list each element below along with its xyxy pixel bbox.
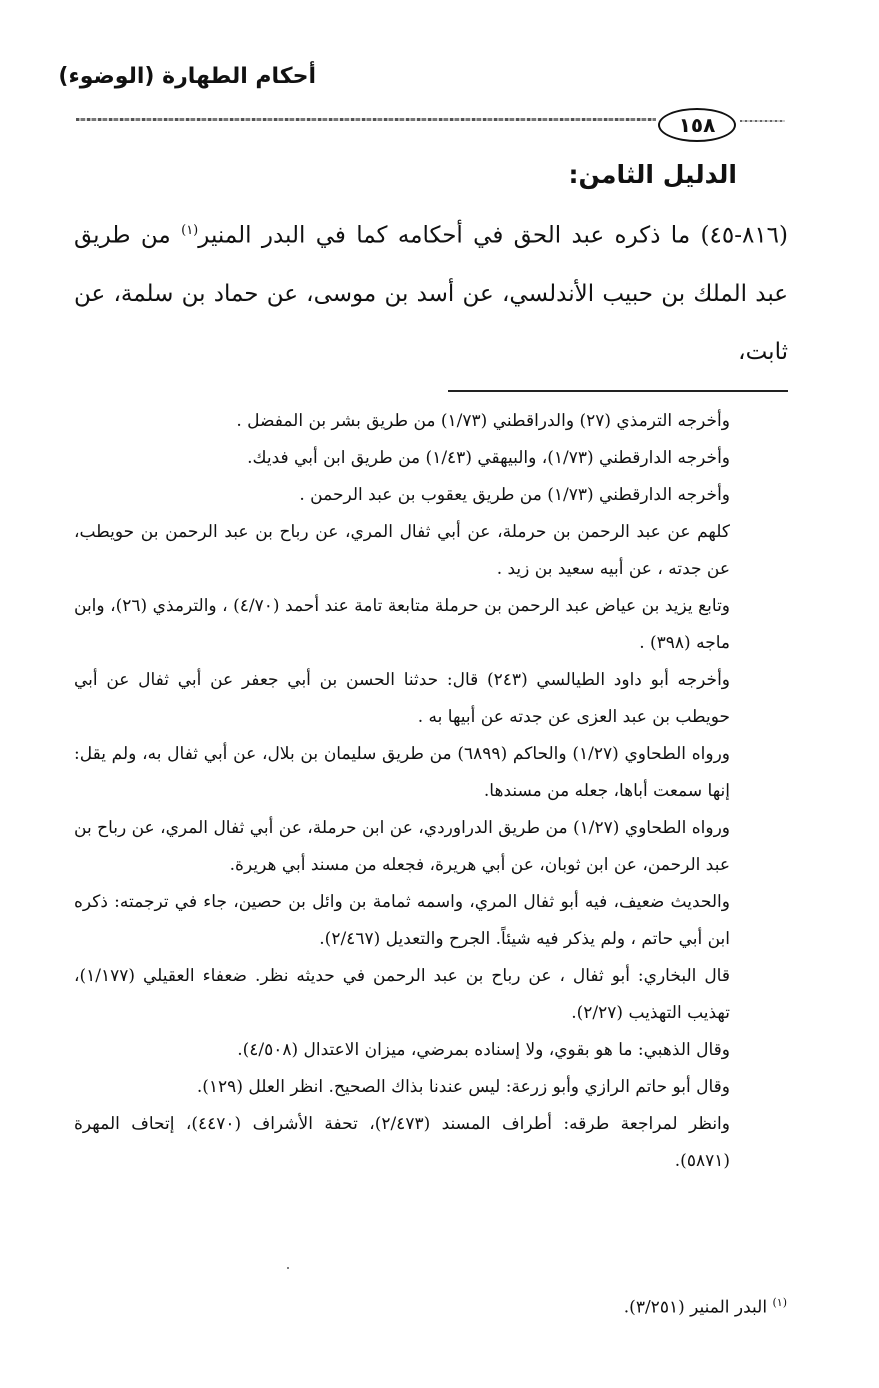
main-text-part-2: من طريق عبد الملك بن حبيب الأندلسي، عن أسد بن موسى، عن حماد بن سلمة، عن ثابت، — [74, 222, 788, 365]
note-paragraph: ورواه الطحاوي (١/٢٧) والحاكم (٦٨٩٩) من طريق سليمان بن بلال، عن أبي ثفال به، ولم يقل: إنها سمعت أباها، جعله من مسندها. — [74, 744, 730, 801]
note-line: وقال أبو حاتم الرازي وأبو زرعة: ليس عندنا بذاك الصحيح. انظر العلل (١٢٩). — [196, 1077, 730, 1097]
running-head-title: أحكام الطهارة (الوضوء) — [58, 64, 316, 89]
header-rule — [76, 118, 656, 121]
note-line: وقال الذهبي: ما هو بقوي، ولا إسناده بمرضي، ميزان الاعتدال (٤/٥٠٨). — [237, 1040, 730, 1060]
section-title: الدليل الثامن: — [568, 160, 737, 189]
footnote-separator — [448, 390, 788, 392]
print-speck — [287, 1267, 289, 1269]
note-paragraph: قال البخاري: أبو ثفال ، عن رباح بن عبد الرحمن في حديثه نظر. ضعفاء العقيلي (١/١٧٧)، تهذيب التهذيب (٢/٢٧). — [74, 966, 730, 1023]
note-line: وأخرجه الدارقطني (١/٧٣)، والبيهقي (١/٤٣) من طريق ابن أبي فديك. — [247, 448, 730, 468]
note-paragraph: وتابع يزيد بن عياض عبد الرحمن بن حرملة متابعة تامة عند أحمد (٤/٧٠) ، والترمذي (٢٦)، وابن ماجه (٣٩٨) . — [74, 596, 731, 653]
note-line: وأخرجه الدارقطني (١/٧٣) من طريق يعقوب بن عبد الرحمن . — [299, 485, 730, 505]
main-text-part-1: (٨١٦-٤٥) ما ذكره عبد الحق في أحكامه كما في البدر المنير — [198, 222, 789, 249]
previous-footnote-continuation — [74, 403, 788, 1180]
note-paragraph: والحديث ضعيف، فيه أبو ثفال المري، واسمه ثمامة بن وائل بن حصين، جاء في ترجمته: ذكره ابن أبي حاتم ، ولم يذكر فيه شيئاً. الجرح والتعديل (٢/٤٦٧). — [74, 892, 730, 949]
footnote-reference[interactable]: (١) — [181, 223, 199, 238]
page-number-badge: ١٥٨ — [658, 108, 736, 142]
footnote-marker: (١) — [772, 1296, 787, 1309]
note-paragraph: كلهم عن عبد الرحمن بن حرملة، عن أبي ثفال المري، عن رباح بن عبد الرحمن بن حويطب، عن جدته ، عن أبيه سعيد بن زيد . — [74, 522, 730, 579]
note-paragraph: وانظر لمراجعة طرقه: أطراف المسند (٢/٤٧٣)، تحفة الأشراف (٤٤٧٠)، إتحاف المهرة (٥٨٧١). — [74, 1114, 730, 1171]
note-line: وأخرجه الترمذي (٢٧) والدراقطني (١/٧٣) من طريق بشر بن المفضل . — [236, 411, 730, 431]
header-rule-right — [740, 120, 785, 122]
footnote-text: البدر المنير (٣/٢٥١). — [623, 1297, 773, 1318]
footnote-1 — [624, 1284, 787, 1327]
note-paragraph: ورواه الطحاوي (١/٢٧) من طريق الدراوردي، عن ابن حرملة، عن أبي ثفال المري، عن رباح بن عبد الرحمن، عن ابن ثوبان، عن أبي هريرة، فجعله من مسند أبي هريرة. — [74, 818, 730, 875]
main-paragraph — [74, 202, 788, 381]
note-paragraph: وأخرجه أبو داود الطيالسي (٢٤٣) قال: حدثنا الحسن بن أبي جعفر عن أبي ثفال عن أبي حويطب بن عبد العزى عن جدته عن أبيها به . — [74, 670, 730, 727]
